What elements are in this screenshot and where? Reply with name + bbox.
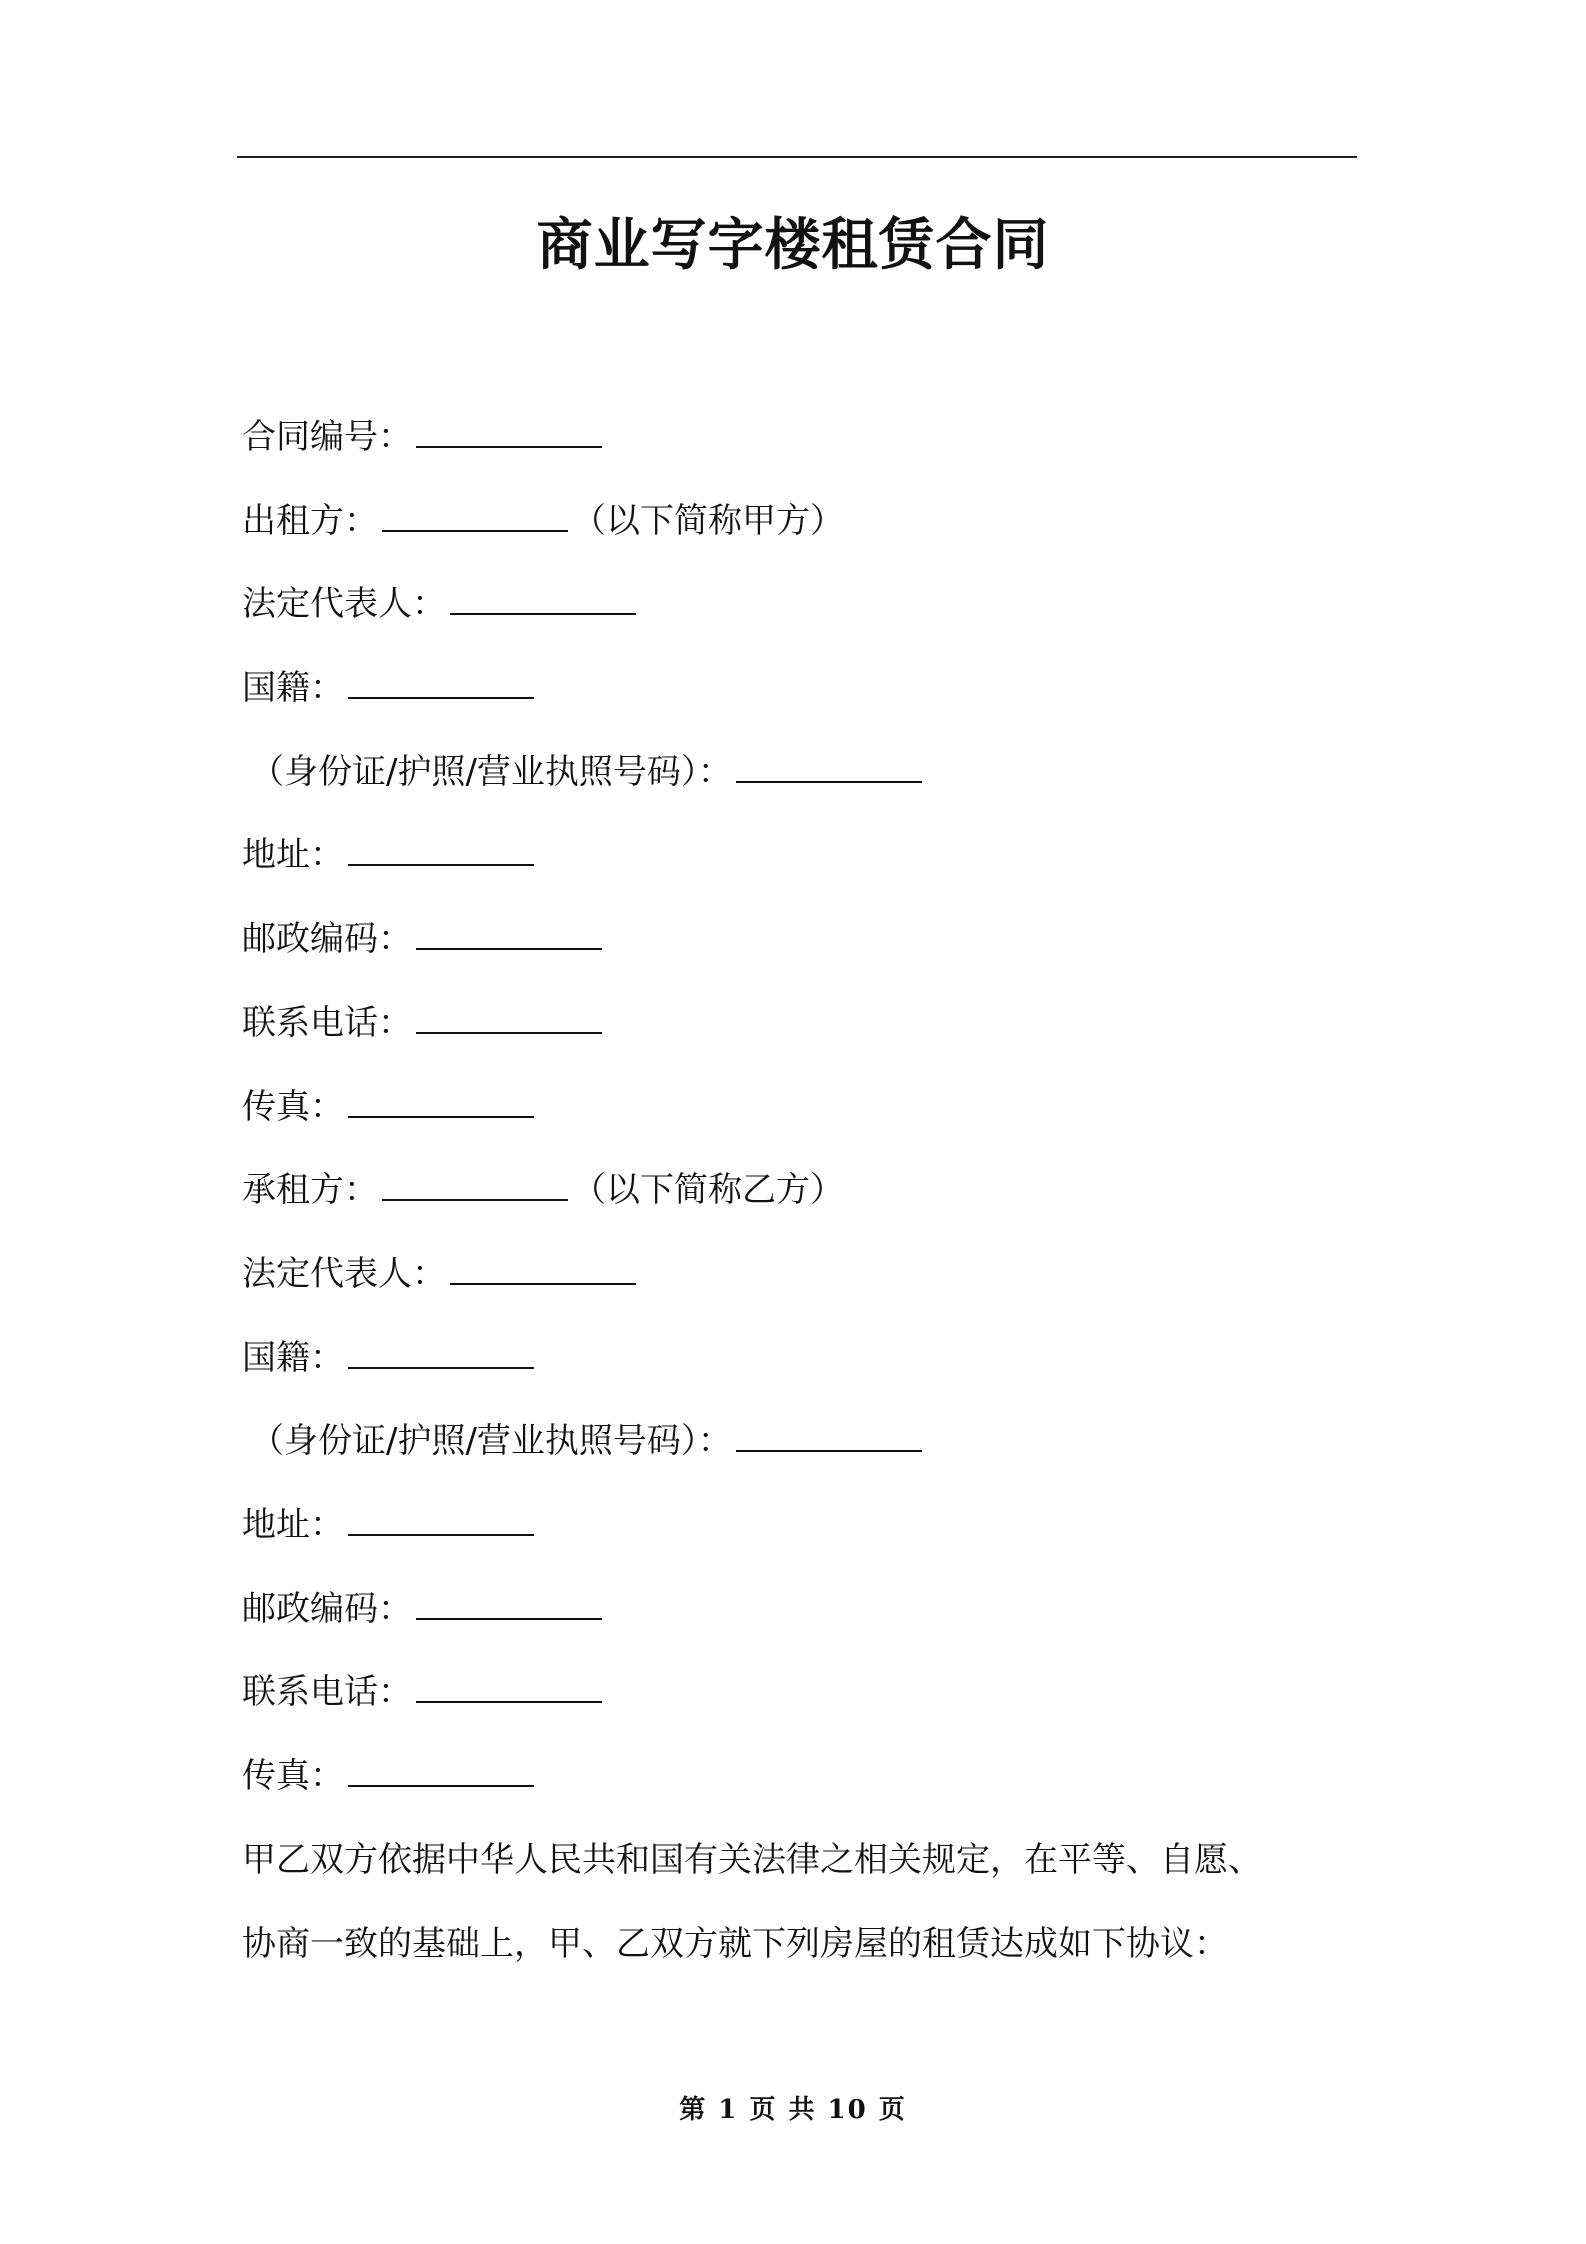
blank-line[interactable] [416, 1671, 602, 1703]
field-label: 邮政编码： [242, 1588, 412, 1629]
field-lessee-address [242, 1490, 1372, 1574]
field-label: 出租方： [242, 500, 378, 541]
field-lessor-address [242, 820, 1372, 904]
field-lessee-nationality [242, 1323, 1372, 1407]
blank-line[interactable] [348, 667, 534, 699]
field-label: 法定代表人： [242, 1253, 446, 1294]
paragraph-line: 甲乙双方依据中华人民共和国有关法律之相关规定，在平等、自愿、 [242, 1840, 1262, 1880]
party-fields [242, 402, 1372, 1825]
page-number-footer: 第 1 页 共 10 页 [679, 2095, 907, 2125]
blank-line[interactable] [416, 1588, 602, 1620]
blank-line[interactable] [416, 918, 602, 950]
field-lessee-phone [242, 1657, 1372, 1741]
field-label: 联系电话： [242, 1672, 412, 1713]
field-lessee-id-number [242, 1406, 1372, 1490]
field-label: 合同编号： [242, 417, 412, 457]
blank-line[interactable] [450, 1253, 636, 1285]
field-lessor-phone [242, 988, 1372, 1072]
field-label: 国籍： [242, 668, 344, 709]
field-lessee-fax [242, 1741, 1372, 1825]
paragraph-line: 协商一致的基础上，甲、乙双方就下列房屋的租赁达成如下协议： [242, 1924, 1228, 1964]
field-label: 地址： [242, 1504, 344, 1545]
field-label: 承租方： [242, 1170, 378, 1211]
field-label: 国籍： [242, 1337, 344, 1378]
blank-line[interactable] [348, 1337, 534, 1369]
field-suffix: （以下简称甲方） [572, 500, 844, 541]
blank-line[interactable] [416, 416, 602, 448]
agreement-paragraph [242, 1818, 1362, 1986]
field-lessor-fax [242, 1072, 1372, 1156]
field-label: 传真： [242, 1756, 344, 1796]
field-lessor [242, 486, 1372, 570]
field-label: 地址： [242, 835, 344, 876]
field-lessor-id-number [242, 737, 1372, 821]
field-lessor-postcode [242, 904, 1372, 988]
field-label: 法定代表人： [242, 584, 446, 625]
field-lessee [242, 1155, 1372, 1239]
blank-line[interactable] [348, 1086, 534, 1118]
field-label: （身份证/护照/营业执照号码）： [250, 751, 732, 792]
blank-line[interactable] [348, 1504, 534, 1536]
blank-line[interactable] [382, 1169, 568, 1201]
field-lessee-postcode [242, 1574, 1372, 1658]
field-lessee-representative [242, 1239, 1372, 1323]
field-label: （身份证/护照/营业执照号码）： [250, 1421, 732, 1462]
field-suffix: （以下简称乙方） [572, 1170, 844, 1211]
document-title: 商业写字楼租赁合同 [536, 213, 1050, 278]
field-label: 传真： [242, 1086, 344, 1127]
blank-line[interactable] [382, 500, 568, 532]
blank-line[interactable] [450, 583, 636, 615]
blank-line[interactable] [736, 751, 922, 783]
header-rule [237, 156, 1357, 158]
blank-line[interactable] [736, 1420, 922, 1452]
field-label: 邮政编码： [242, 919, 412, 960]
field-contract-number [242, 402, 1372, 486]
field-label: 联系电话： [242, 1002, 412, 1043]
blank-line[interactable] [416, 1002, 602, 1034]
field-lessor-nationality [242, 653, 1372, 737]
field-lessor-representative [242, 569, 1372, 653]
blank-line[interactable] [348, 1755, 534, 1787]
blank-line[interactable] [348, 834, 534, 866]
